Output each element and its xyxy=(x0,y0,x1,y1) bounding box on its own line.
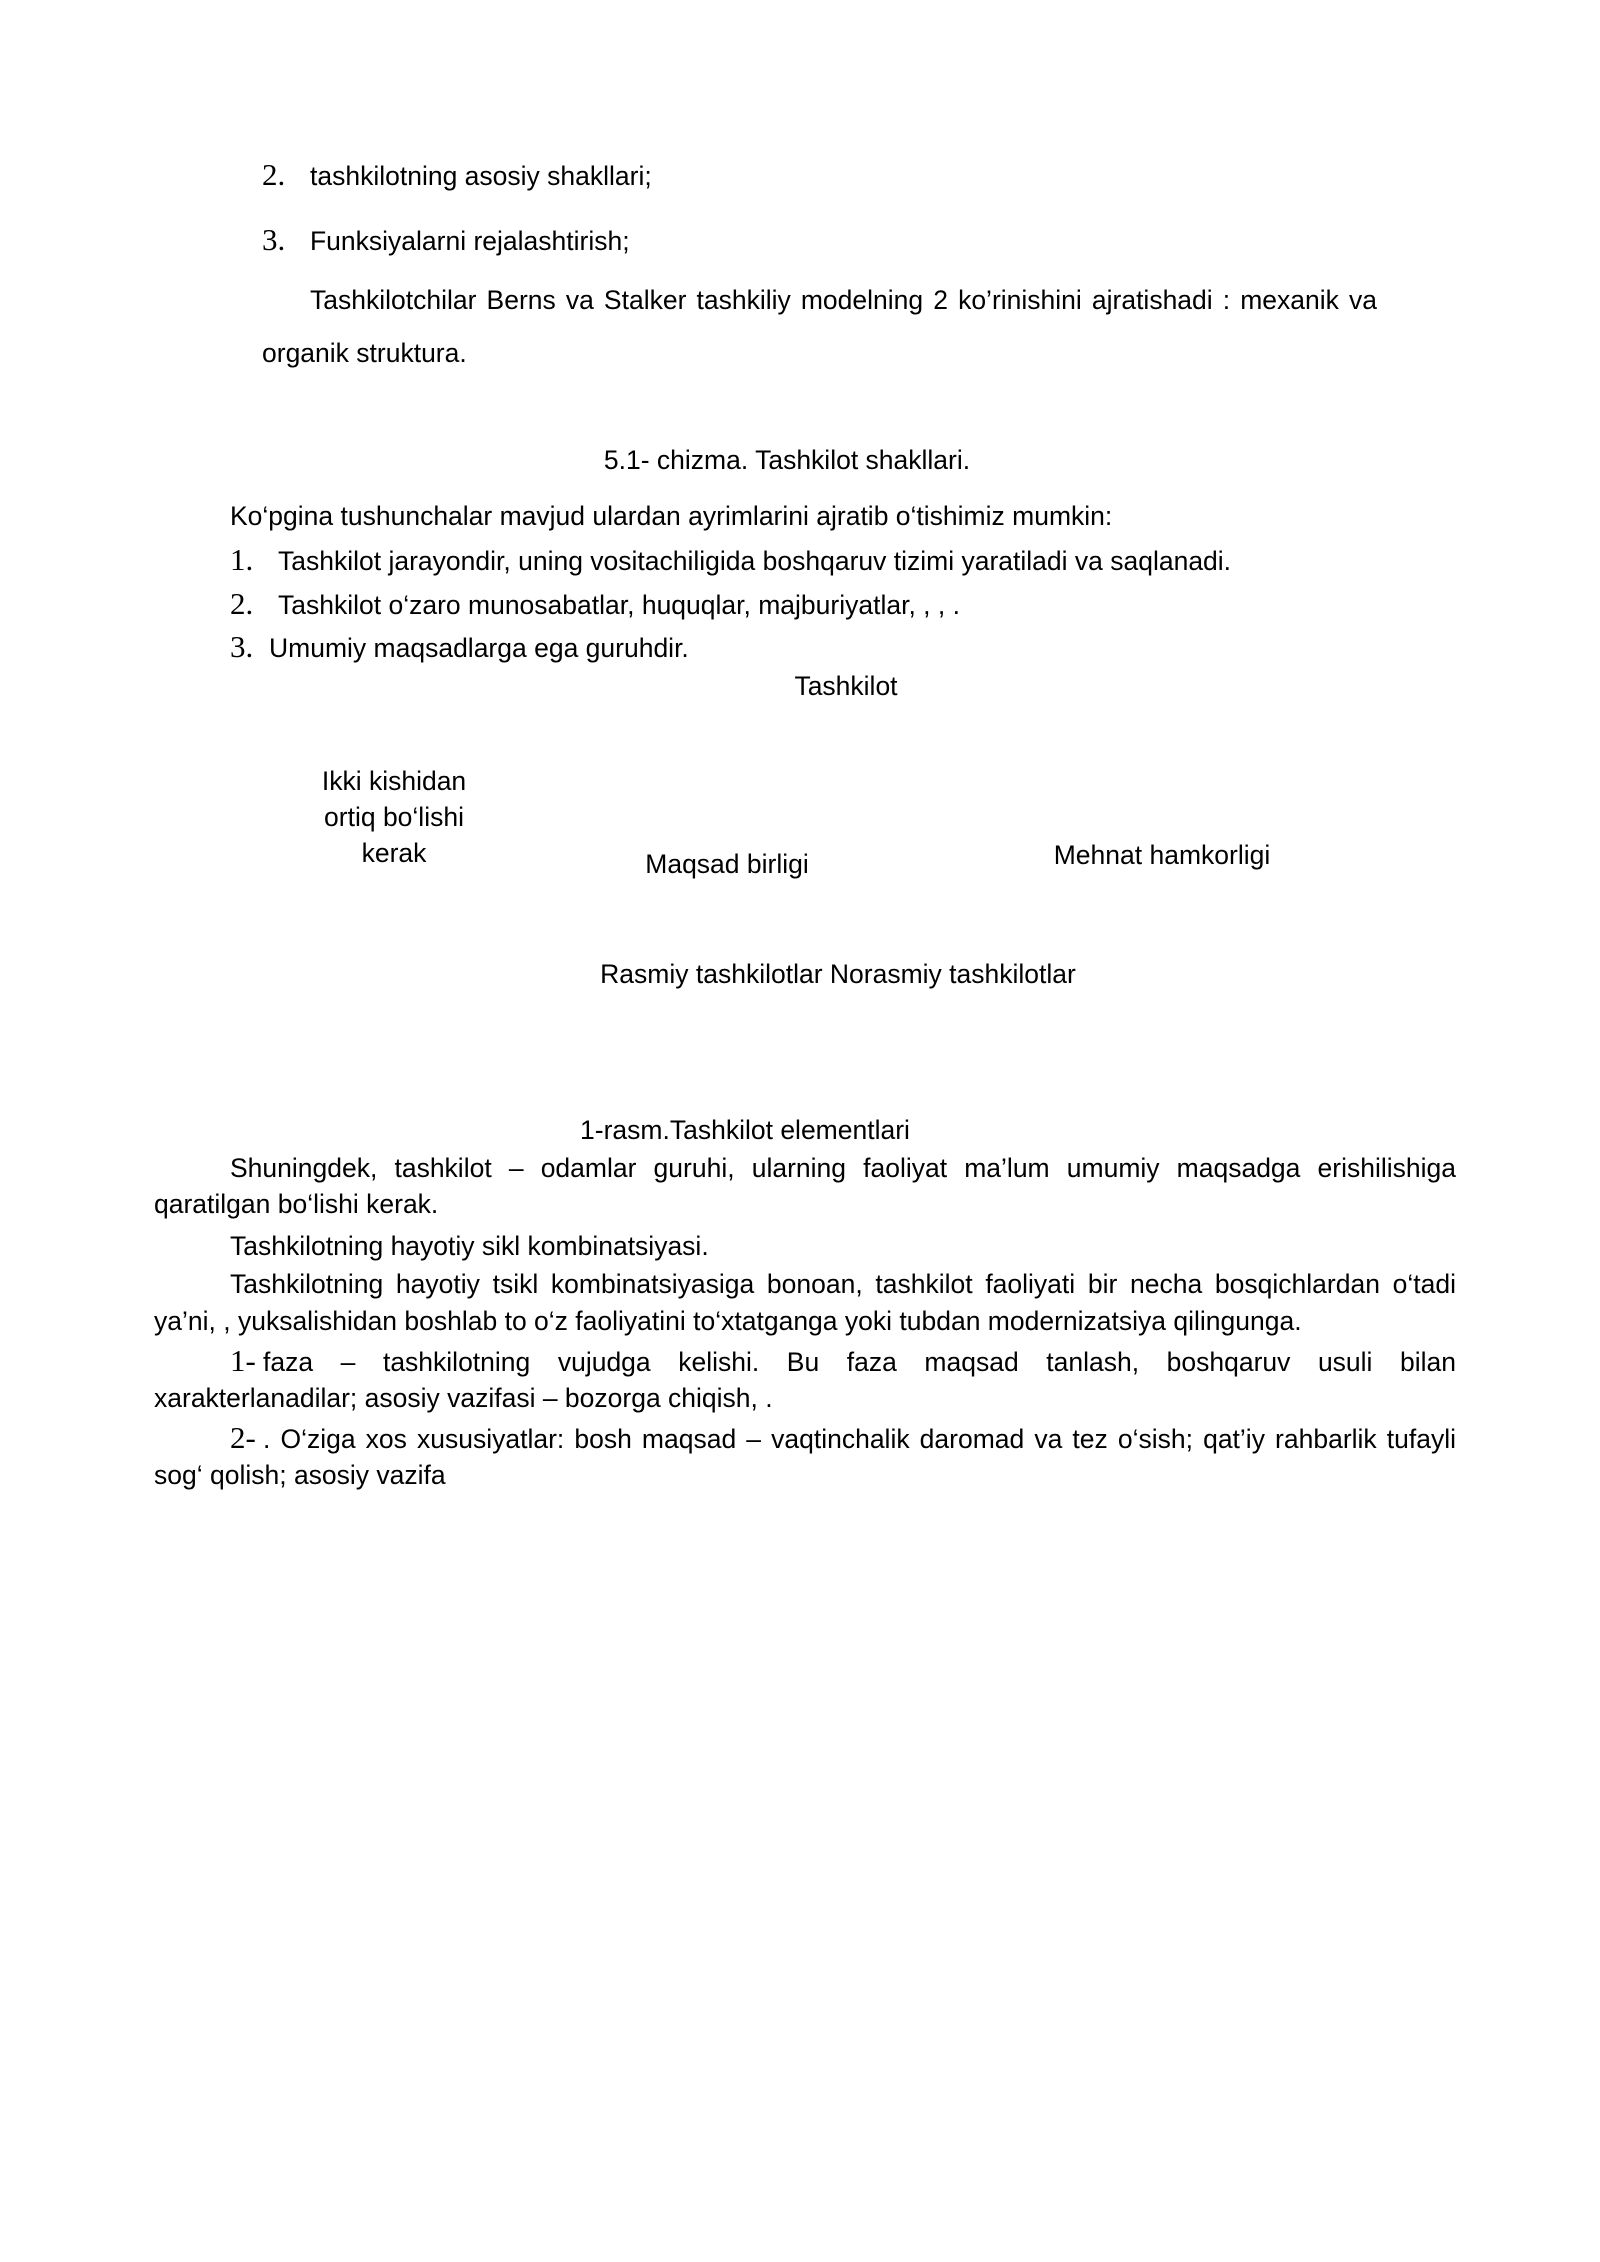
list-item-text: Funksiyalarni rejalashtirish; xyxy=(310,226,630,256)
concept-item-1 xyxy=(230,542,1231,579)
concept-item-2 xyxy=(230,586,960,623)
list-item-text: Umumiy maqsadlarga ega guruhdir. xyxy=(269,633,689,663)
list-item-text: tashkilotning asosiy shakllari; xyxy=(310,161,652,191)
diagram-element-members-line: Ikki kishidan xyxy=(321,766,467,796)
list-number: 2. xyxy=(262,157,286,192)
list-number: 1. xyxy=(230,542,254,577)
phase-text: . O‘ziga xos xususiyatlar: bosh maqsad – vaqtinchalik daromad va tez o‘sish; qat’iy rahbarlik tufayli xyxy=(263,1424,1456,1454)
lifecycle-intro-line: ya’ni, , yuksalishidan boshlab to o‘z faoliyatini to‘xtatganga yoki tubdan modernizatsiya qilingunga. xyxy=(154,1306,1302,1336)
list-number: 3. xyxy=(230,629,254,664)
diagram-element-goal: Maqsad birligi xyxy=(645,849,809,879)
list-number: 3. xyxy=(262,222,286,257)
lifecycle-intro-line xyxy=(230,1266,1456,1302)
diagram-types-label: Rasmiy tashkilotlar Norasmiy tashkilotlar xyxy=(600,959,1076,989)
diagram-element-members-line: kerak xyxy=(361,838,427,868)
phase-number: 2- xyxy=(230,1420,256,1455)
intro-paragraph-line: organik struktura. xyxy=(262,338,467,368)
definition-paragraph-line xyxy=(230,1150,1456,1186)
concepts-intro-text: Ko‘pgina tushunchalar mavjud ulardan ayrimlarini ajratib o‘tishimiz mumkin: xyxy=(230,501,1113,531)
definition-paragraph-line: qaratilgan bo‘lishi kerak. xyxy=(154,1189,439,1219)
phase-text: faza – tashkilotning vujudga kelishi. Bu faza maqsad tanlash, boshqaruv usuli bilan xyxy=(263,1347,1456,1377)
diagram-element-cooperation: Mehnat hamkorligi xyxy=(1053,840,1271,870)
intro-paragraph-line xyxy=(310,282,1377,318)
list-number: 2. xyxy=(230,586,254,621)
phase-number: 1- xyxy=(230,1343,256,1378)
phase-1-line: xarakterlanadilar; asosiy vazifasi – bozorga chiqish, . xyxy=(154,1383,773,1413)
lifecycle-heading: Tashkilotning hayotiy sikl kombinatsiyasi. xyxy=(230,1231,709,1261)
intro-paragraph-line-text: Tashkilotchilar Berns va Stalker tashkiliy modelning 2 ko’rinishini ajratishadi : mexanik va xyxy=(310,285,1377,315)
definition-paragraph-line-text: Shuningdek, tashkilot – odamlar guruhi, ularning faoliyat ma’lum umumiy maqsadga erishilishiga xyxy=(230,1153,1456,1183)
figure-caption-elements: 1-rasm.Tashkilot elementlari xyxy=(580,1115,910,1145)
phase-2-line: sog‘ qolish; asosiy vazifa xyxy=(154,1460,446,1490)
diagram-root-label: Tashkilot xyxy=(794,671,898,701)
list-item-text: Tashkilot jarayondir, uning vositachiligida boshqaruv tizimi yaratiladi va saqlanadi. xyxy=(278,546,1232,576)
phase-1-line xyxy=(230,1343,1456,1380)
list-item-text: Tashkilot o‘zaro munosabatlar, huquqlar, majburiyatlar, , , . xyxy=(278,590,960,620)
concept-item-3 xyxy=(230,629,689,666)
top-list-item-1 xyxy=(262,157,652,194)
diagram-element-members-line: ortiq bo‘lishi xyxy=(324,802,464,832)
lifecycle-intro-line-text: Tashkilotning hayotiy tsikl kombinatsiyasiga bonoan, tashkilot faoliyati bir necha bosqichlardan o‘tadi xyxy=(230,1269,1456,1299)
top-list-item-2 xyxy=(262,222,630,259)
figure-caption-forms: 5.1- chizma. Tashkilot shakllari. xyxy=(603,445,971,475)
diagram-element-members xyxy=(322,763,466,871)
phase-2-line xyxy=(230,1420,1456,1457)
